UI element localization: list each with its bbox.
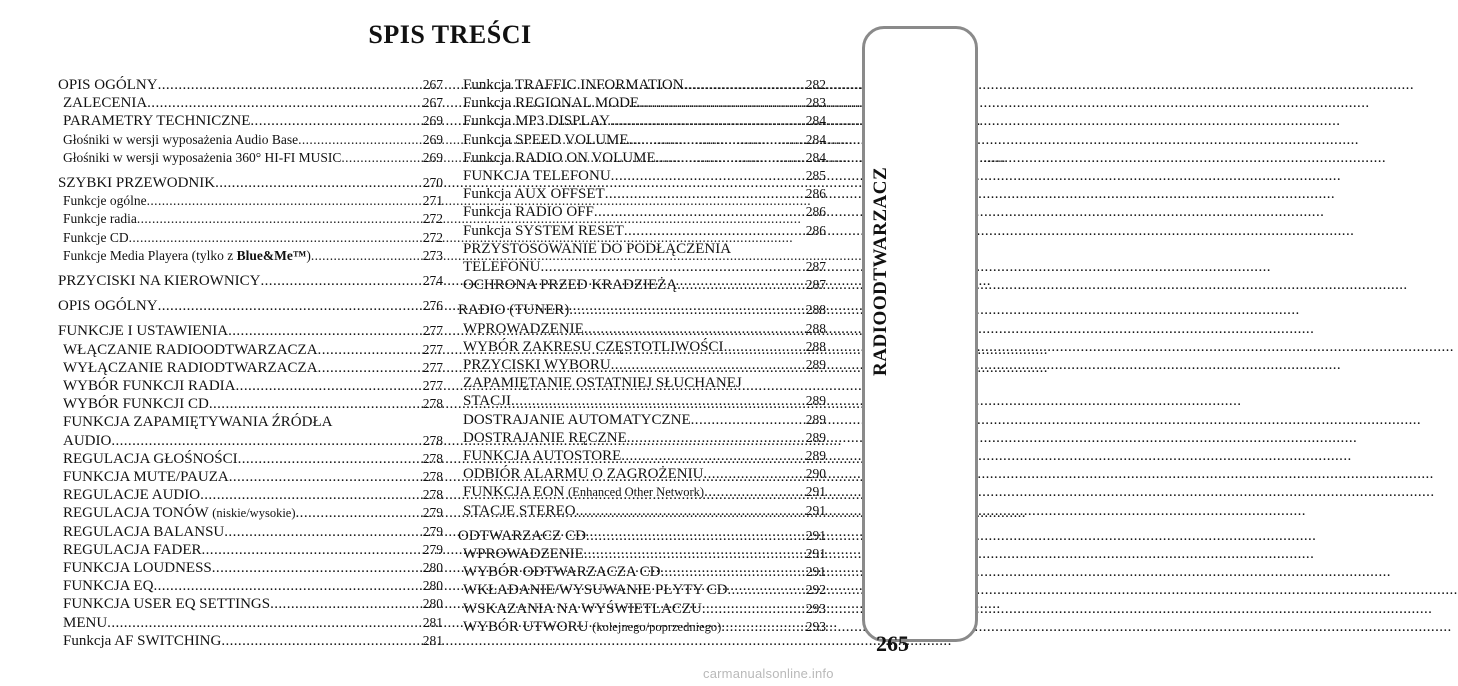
page-title: SPIS TREŚCI	[368, 20, 532, 49]
page-number: 265	[876, 631, 909, 656]
toc-entry[interactable]: WPROWADZENIE ..... 291	[458, 545, 826, 563]
toc-entry[interactable]: ZALECENIA ..... 267	[58, 94, 443, 112]
toc-entry[interactable]: PRZYCISKI NA KIEROWNICY ..... 274	[58, 272, 443, 290]
toc-left-column	[58, 76, 443, 650]
toc-entry[interactable]: Funkcja RADIO OFF ..... 286	[458, 203, 826, 221]
toc-entry[interactable]: FUNKCJA TELEFONU ..... 285	[458, 167, 826, 185]
toc-entry[interactable]: Funkcje Media Playera (tylko z Blue&Me™) ..... 273	[58, 247, 443, 265]
toc-entry[interactable]: FUNKCJA EON (Enhanced Other Network) ..... 291	[458, 483, 826, 501]
toc-entry[interactable]: FUNKCJA EQ ..... 280	[58, 577, 443, 595]
toc-entry[interactable]: REGULACJA FADER ..... 279	[58, 541, 443, 559]
toc-entry[interactable]: FUNKCJA USER EQ SETTINGS ..... 280	[58, 595, 443, 613]
toc-entry[interactable]: MENU ..... 281	[58, 614, 443, 632]
toc-entry[interactable]: REGULACJE AUDIO ..... 278	[58, 486, 443, 504]
toc-entry[interactable]: Funkcje ogólne ..... 271	[58, 192, 443, 210]
toc-entry[interactable]: WYBÓR ODTWARZACZA CD ..... 291	[458, 563, 826, 581]
toc-entry[interactable]: PARAMETRY TECHNICZNE ..... 269	[58, 112, 443, 130]
toc-entry[interactable]: OPIS OGÓLNY ..... 267	[58, 76, 443, 94]
toc-entry[interactable]: PRZYCISKI WYBORU ..... 289	[458, 356, 826, 374]
toc-entry[interactable]: FUNKCJA AUTOSTORE ..... 289	[458, 447, 826, 465]
toc-entry[interactable]: WKŁADANIE/WYSUWANIE PŁYTY CD ..... 292	[458, 581, 826, 599]
toc-entry[interactable]: STACJI ..... 289	[458, 392, 826, 410]
toc-entry[interactable]: Głośniki w wersji wyposażenia 360° HI-FI MUSIC ..... 269	[58, 149, 443, 167]
toc-right-column	[458, 76, 826, 636]
toc-entry[interactable]: WPROWADZENIE ..... 288	[458, 320, 826, 338]
toc-entry[interactable]: WYŁĄCZANIE RADIODTWARZACZA ..... 277	[58, 359, 443, 377]
toc-entry[interactable]: OCHRONA PRZED KRADZIEŻĄ ..... 287	[458, 276, 826, 294]
toc-entry[interactable]: TELEFONU ..... 287	[458, 258, 826, 276]
toc-entry[interactable]: Funkcje radia ..... 272	[58, 210, 443, 228]
toc-entry[interactable]: DOSTRAJANIE RĘCZNE ..... 289	[458, 429, 826, 447]
toc-entry-first-line: FUNKCJA ZAPAMIĘTYWANIA ŹRÓDŁA	[63, 414, 333, 431]
toc-entry[interactable]: SZYBKI PRZEWODNIK ..... 270	[58, 174, 443, 192]
toc-entry[interactable]: WYBÓR FUNKCJI RADIA ..... 277	[58, 377, 443, 395]
toc-entry[interactable]: Głośniki w wersji wyposażenia Audio Base ..... 269	[58, 131, 443, 149]
watermark: carmanualsonline.info	[703, 666, 834, 681]
toc-entry[interactable]: WSKAZANIA NA WYŚWIETLACZU ..... 293	[458, 600, 826, 618]
toc-entry[interactable]: Funkcja TRAFFIC INFORMATION ..... 282	[458, 76, 826, 94]
toc-entry[interactable]: RADIO (TUNER) ..... 288	[458, 301, 826, 319]
toc-entry[interactable]: REGULACJA GŁOŚNOŚCI ..... 278	[58, 450, 443, 468]
toc-entry[interactable]: Funkcja MP3 DISPLAY ..... 284	[458, 112, 826, 130]
toc-entry[interactable]: STACJE STEREO ..... 291	[458, 502, 826, 520]
toc-entry-first-line: PRZYSTOSOWANIE DO PODŁĄCZENIA	[463, 240, 732, 257]
toc-entry[interactable]: WYBÓR ZAKRESU CZĘSTOTLIWOŚCI ..... 288	[458, 338, 826, 356]
toc-entry[interactable]: AUDIO ..... 278	[58, 432, 443, 450]
toc-entry[interactable]: FUNKCJA MUTE/PAUZA ..... 278	[58, 468, 443, 486]
toc-entry[interactable]: WYBÓR UTWORU (kolejnego/poprzedniego) ..... 293	[458, 618, 826, 636]
toc-entry[interactable]: OPIS OGÓLNY ..... 276	[58, 297, 443, 315]
toc-entry[interactable]: ODBIÓR ALARMU O ZAGROŻENIU ..... 290	[458, 465, 826, 483]
toc-entry[interactable]: Funkcja AF SWITCHING ..... 281	[58, 632, 443, 650]
toc-entry[interactable]: WYBÓR FUNKCJI CD ..... 278	[58, 395, 443, 413]
toc-entry[interactable]: WŁĄCZANIE RADIOODTWARZACZA ..... 277	[58, 341, 443, 359]
toc-entry-first-line: ZAPAMIĘTANIE OSTATNIEJ SŁUCHANEJ	[463, 375, 742, 392]
toc-entry[interactable]: Funkcja SPEED VOLUME ..... 284	[458, 131, 826, 149]
toc-entry[interactable]: DOSTRAJANIE AUTOMATYCZNE ..... 289	[458, 411, 826, 429]
toc-entry[interactable]: REGULACJA BALANSU ..... 279	[58, 523, 443, 541]
section-tab-label: RADIOODTWARZACZ	[870, 166, 891, 376]
toc-entry[interactable]: Funkcje CD ..... 272	[58, 229, 443, 247]
toc-entry[interactable]: FUNKCJE I USTAWIENIA ..... 277	[58, 322, 443, 340]
brand-name: Blue&Me™	[236, 247, 307, 263]
toc-entry[interactable]: REGULACJA TONÓW (niskie/wysokie) ..... 279	[58, 504, 443, 522]
toc-entry[interactable]: FUNKCJA LOUDNESS ..... 280	[58, 559, 443, 577]
toc-entry[interactable]: Funkcja REGIONAL MODE ..... 283	[458, 94, 826, 112]
toc-entry[interactable]: ODTWARZACZ CD ..... 291	[458, 527, 826, 545]
toc-entry[interactable]: Funkcja AUX OFFSET ..... 286	[458, 185, 826, 203]
toc-entry[interactable]: Funkcja SYSTEM RESET ..... 286	[458, 222, 826, 240]
toc-entry[interactable]: Funkcja RADIO ON VOLUME ..... 284	[458, 149, 826, 167]
